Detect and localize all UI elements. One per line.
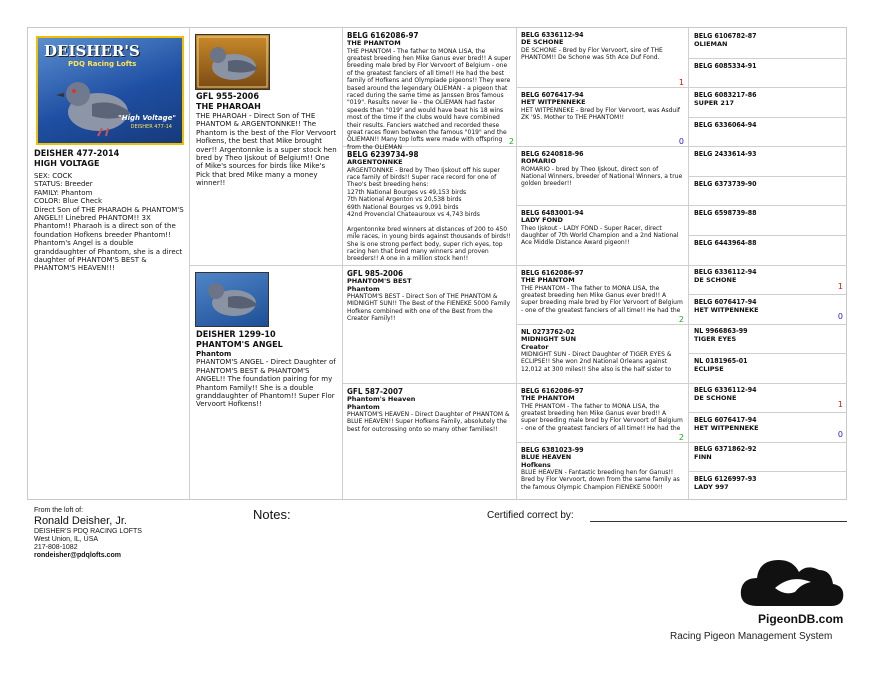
pedigree-name: LADY FOND xyxy=(521,216,563,224)
certified-label: Certified correct by: xyxy=(487,510,574,521)
brand-name: PigeonDB.com xyxy=(758,612,844,626)
gen4-cell xyxy=(517,325,688,383)
owner-block xyxy=(34,507,234,560)
pedigree-name: SUPER 217 xyxy=(694,99,734,107)
pedigree-chart xyxy=(27,27,847,500)
pedigree-id: BELG 6162086-97 xyxy=(521,269,584,277)
pedigree-id: BELG 6598739-88 xyxy=(694,209,757,217)
dam-notes: PHANTOM'S ANGEL - Direct Daughter of PHANTOM'S BEST & PHANTOM'S ANGEL!! The foundation pairing for my Phantom Family!! She is a double granddaughter of Phantom!! Super Flor Vervoort Hofkens!! xyxy=(196,358,336,409)
sire-cell xyxy=(190,28,342,265)
sire-id: GFL 955-2006 xyxy=(196,92,259,102)
pedigree-name: BLUE HEAVEN xyxy=(521,453,572,461)
gen3-cell xyxy=(343,147,516,265)
subject-notes: Direct Son of THE PHARAOH & PHANTOM'S ANGEL!! Linebred PHANTOM!! 3X Phantom!! Pharaoh is a direct son of the foundation Hofkens breeder Phantom!! Phantom's Angel is a double granddaughter of Phantom, she is a direct daughter of PHANTOM'S BEST & PHANTOM'S HEAVEN!!! xyxy=(34,205,184,273)
pedigree-name: DE SCHONE xyxy=(694,394,737,402)
gen3-cell xyxy=(343,384,516,499)
pedigree-count: 1 xyxy=(837,282,843,291)
pedigree-id: NL 0273762-02 xyxy=(521,328,575,336)
subject-status: STATUS: Breeder xyxy=(34,180,93,189)
pedigree-notes: ARGENTONNKE - Bred by Theo Ijskout off his super race family of birds!! Super race record for one of Theo's best breeding hens: 127th National Bourges vs 49,153 birds 7th National Argenton vs 20,538 birds 69th National Bourges vs 9,091 birds 42nd Provencial Chateauroux vs 4,743 birds Argentonnke bred winners at distances of 200 to 450 mile races, in young birds against thousands of birds!! She is one strong perfect body, super rich eyes, top racing hen that bred many winners and proven breeders!! A one in a million stock hen!! xyxy=(347,166,511,263)
photo-caption: "High Voltage" xyxy=(118,114,176,122)
pedigree-count: 1 xyxy=(837,400,843,409)
pedigree-id: BELG 6336064-94 xyxy=(694,121,757,129)
pedigree-notes: Theo Ijskout - LADY FOND - Super Racer, direct daughter of 7th World Champion and a 2nd National Ace Middle Distance Award pigeon!! xyxy=(521,224,679,247)
pedigree-name: DE SCHONE xyxy=(521,38,564,46)
pedigree-count: 0 xyxy=(837,430,843,439)
pigeondb-logo xyxy=(735,548,847,610)
pedigree-id: NL 0181965-01 xyxy=(694,357,748,365)
subject-sex: SEX: COCK xyxy=(34,172,73,180)
dam-photo xyxy=(195,272,269,327)
pedigree-notes: HET WITPENNEKE - Bred by Flor Vervoort, was Asduif ZK '95. Mother to THE PHANTOM!! xyxy=(521,106,680,121)
gen3-cell xyxy=(343,266,516,383)
dam-strain: Phantom xyxy=(196,350,232,358)
loft-location: West Union, IL, USA xyxy=(34,536,99,543)
signature-line xyxy=(590,521,847,522)
pedigree-name: FINN xyxy=(694,453,712,461)
pedigree-notes: DE SCHONE - Bred by Flor Vervoort, sire of THE PHANTOM!! De Schone was 5th Ace Duf Fond. xyxy=(521,46,663,61)
photo-subcaption: DEISHER 477-14 xyxy=(130,124,172,130)
gen4-cell xyxy=(517,266,688,324)
pedigree-notes: MIDNIGHT SUN - Direct Daughter of TIGER EYES & ECLIPSE!! She won 2nd National Orleans against 12,012 at 300 miles!! She also is the half sister to xyxy=(521,351,672,373)
pedigree-notes: PHANTOM'S HEAVEN - Direct Daughter of PHANTOM & BLUE HEAVEN!! Super Hofkens Family, absolutely the best for outcrossing onto so many other families!! xyxy=(347,411,510,433)
owner-phone: 217-808-1082 xyxy=(34,544,78,551)
gen5-cell xyxy=(689,176,847,205)
gen4-cell xyxy=(517,28,688,87)
pedigree-id: BELG 6336112-94 xyxy=(694,386,757,394)
pedigree-id: BELG 6126997-93 xyxy=(694,475,757,483)
gen5-cell xyxy=(689,294,847,323)
pedigree-id: GFL 985-2006 xyxy=(347,269,403,278)
pedigree-strain: Phantom xyxy=(347,402,380,411)
pedigree-id: BELG 6076417-94 xyxy=(694,298,757,306)
gen4-cell xyxy=(517,147,688,205)
pedigree-notes: PHANTOM'S BEST - Direct Son of THE PHANTOM & MIDNIGHT SUN!! The Best of the FIENEKE 5000 Family Hofkens combined with one of the Best from the Creator Family!! xyxy=(347,293,511,323)
pigeon-image xyxy=(196,273,268,326)
gen4-cell xyxy=(517,206,688,264)
dam-id: DEISHER 1299-10 xyxy=(196,330,276,340)
gen5-cell xyxy=(689,353,847,382)
gen5-cell xyxy=(689,412,847,441)
gen4-cell xyxy=(517,88,688,146)
pedigree-notes: THE PHANTOM - The father to MONA LISA, the greatest breeding hen Mike Ganus ever bred!! A super breeding male bred by Flor Vervoort of Belgium - one of the greatest fanciers of all time!! He had the best family of Hofkens and Olympiade pigeons!! They were based around the legendary OLIEMAN - a pigeon that raced during the same time as Janssen Bros famous "019". Results never lie - the OLIEMAN had faster speeds than "019" and would have beat his 18 wins most of the time if the clubs would have combined their results. Fanciers watched and recorded these great races flown between the famous "019" and the OLIEMAN!! Many top lofts were made with offspring from the OLIEMAN xyxy=(347,47,511,151)
pedigree-count: 2 xyxy=(678,433,684,442)
pedigree-id: BELG 6483001-94 xyxy=(521,209,584,217)
pedigree-id: BELG 6162086-97 xyxy=(521,387,584,395)
pedigree-name: LADY 997 xyxy=(694,483,729,491)
gen5-cell xyxy=(689,382,847,411)
gen4-cell xyxy=(517,384,688,442)
gen5-cell xyxy=(689,28,847,57)
pedigree-name: MIDNIGHT SUN xyxy=(521,335,577,343)
pedigree-name: Phantom's Heaven xyxy=(347,395,416,403)
pedigree-count: 1 xyxy=(678,78,684,87)
pedigree-name: THE PHANTOM xyxy=(347,39,401,47)
loft-name: DEISHER'S PDQ RACING LOFTS xyxy=(34,528,142,535)
subject-photo xyxy=(36,36,184,145)
pedigree-id: BELG 6085334-91 xyxy=(694,62,757,70)
pedigree-id: NL 9966863-99 xyxy=(694,327,748,335)
gen5-cell xyxy=(689,323,847,352)
pedigree-name: HET WITPENNEKE xyxy=(521,98,586,106)
pedigree-notes: THE PHANTOM - The father to MONA LISA, the greatest breeding hen Mike Ganus ever bred!! A super breeding male bred by Flor Vervoort of Belgium - one of the greatest fanciers of all time!! He had the xyxy=(521,284,683,314)
pedigree-count: 2 xyxy=(678,315,684,324)
pedigree-id: BELG 2433614-93 xyxy=(694,150,757,158)
pedigree-id: BELG 6083217-86 xyxy=(694,91,757,99)
pedigree-count: 0 xyxy=(837,312,843,321)
gen5-cell xyxy=(689,235,847,264)
pigeon-image xyxy=(52,68,142,138)
notes-label: Notes: xyxy=(253,507,291,522)
pedigree-name: HET WITPENNEKE xyxy=(694,424,759,432)
pedigree-id: BELG 6162086-97 xyxy=(347,31,419,40)
pedigree-id: BELG 6239734-98 xyxy=(347,150,419,159)
gen3-cell xyxy=(343,28,516,151)
dam-cell xyxy=(190,266,342,499)
owner-email: rondeisher@pdqlofts.com xyxy=(34,552,121,559)
pedigree-name: THE PHANTOM xyxy=(521,276,575,284)
gen5-cell xyxy=(689,471,847,500)
pedigree-count: 0 xyxy=(678,137,684,146)
pedigree-name: ROMARIO xyxy=(521,157,556,165)
gen5-cell xyxy=(689,441,847,470)
pedigree-id: BELG 6443964-88 xyxy=(694,239,757,247)
gen4-cell xyxy=(517,443,688,499)
loft-logo-subtitle: PDQ Racing Lofts xyxy=(68,60,137,68)
pedigree-id: BELG 6336112-94 xyxy=(521,31,584,39)
loft-logo-title: DEISHER'S xyxy=(44,42,140,60)
pedigree-name: OLIEMAN xyxy=(694,40,728,48)
pedigree-id: BELG 6336112-94 xyxy=(694,268,757,276)
dam-name: PHANTOM'S ANGEL xyxy=(196,340,283,349)
pedigree-strain: Phantom xyxy=(347,284,380,293)
pedigree-id: BELG 6076417-94 xyxy=(694,416,757,424)
pedigree-id: BELG 6240818-96 xyxy=(521,150,584,158)
gen5-cell xyxy=(689,205,847,234)
pedigree-count: 2 xyxy=(508,137,514,146)
pedigree-name: ECLIPSE xyxy=(694,365,724,373)
pedigree-name: ARGENTONNKE xyxy=(347,158,403,166)
gen5-cell xyxy=(689,264,847,293)
pedigree-strain: Hofkens xyxy=(521,460,551,469)
pedigree-id: BELG 6106782-87 xyxy=(694,32,757,40)
subject-id: DEISHER 477-2014 xyxy=(34,149,120,159)
pedigree-id: BELG 6371862-92 xyxy=(694,445,757,453)
subject-color: COLOR: Blue Check xyxy=(34,197,103,206)
pedigree-name: PHANTOM'S BEST xyxy=(347,277,412,285)
pedigree-strain: Creator xyxy=(521,342,549,351)
gen5-cell xyxy=(689,146,847,175)
pigeon-image xyxy=(196,35,269,89)
sire-name: THE PHAROAH xyxy=(196,102,261,111)
pedigree-name: THE PHANTOM xyxy=(521,394,575,402)
pedigree-id: GFL 587-2007 xyxy=(347,387,403,396)
subject-family: FAMILY: Phantom xyxy=(34,188,93,197)
owner-name: Ronald Deisher, Jr. xyxy=(34,515,127,527)
pedigree-id: BELG 6076417-94 xyxy=(521,91,584,99)
sire-notes: THE PHAROAH - Direct Son of THE PHANTOM & ARGENTONNKE!! The Phantom is the best of the Flor Vervoort Hofkens, the best that Mike brought over!! Argentonnke is a super stock hen bred by Theo Ijskout of Belgium!! One of Mike's sources for birds like Mike's Pick that bred Mike many a money winner!! xyxy=(196,112,337,188)
pedigree-notes: BLUE HEAVEN - Fantastic breeding hen for Ganus!! Bred by Flor Vervoort, down from the same family as the famous Olympic Champion FIENEKE 5000!! xyxy=(521,469,680,491)
subject-name: HIGH VOLTAGE xyxy=(34,159,100,168)
gen5-cell xyxy=(689,58,847,87)
brand-tagline: Racing Pigeon Management System xyxy=(670,631,833,642)
subject-cell xyxy=(28,28,188,499)
cloud-pigeon-icon xyxy=(735,548,847,608)
pedigree-notes: THE PHANTOM - The father to MONA LISA, the greatest breeding hen Mike Ganus ever bred!! A super breeding male bred by Flor Vervoort of Belgium - one of the greatest fanciers of all time!! He had the xyxy=(521,402,683,432)
pedigree-name: TIGER EYES xyxy=(694,335,737,343)
pedigree-notes: ROMARIO - bred by Theo Ijskout, direct son of National Winners, breeder of National Winners, a true golden breeder!! xyxy=(521,165,683,188)
pedigree-id: BELG 6381023-99 xyxy=(521,446,584,454)
sire-photo xyxy=(195,34,270,90)
pedigree-id: BELG 6373739-90 xyxy=(694,180,757,188)
gen5-cell xyxy=(689,117,847,146)
gen5-cell xyxy=(689,87,847,116)
from-label: From the loft of: xyxy=(34,507,84,514)
pedigree-name: DE SCHONE xyxy=(694,276,737,284)
pedigree-name: HET WITPENNEKE xyxy=(694,306,759,314)
